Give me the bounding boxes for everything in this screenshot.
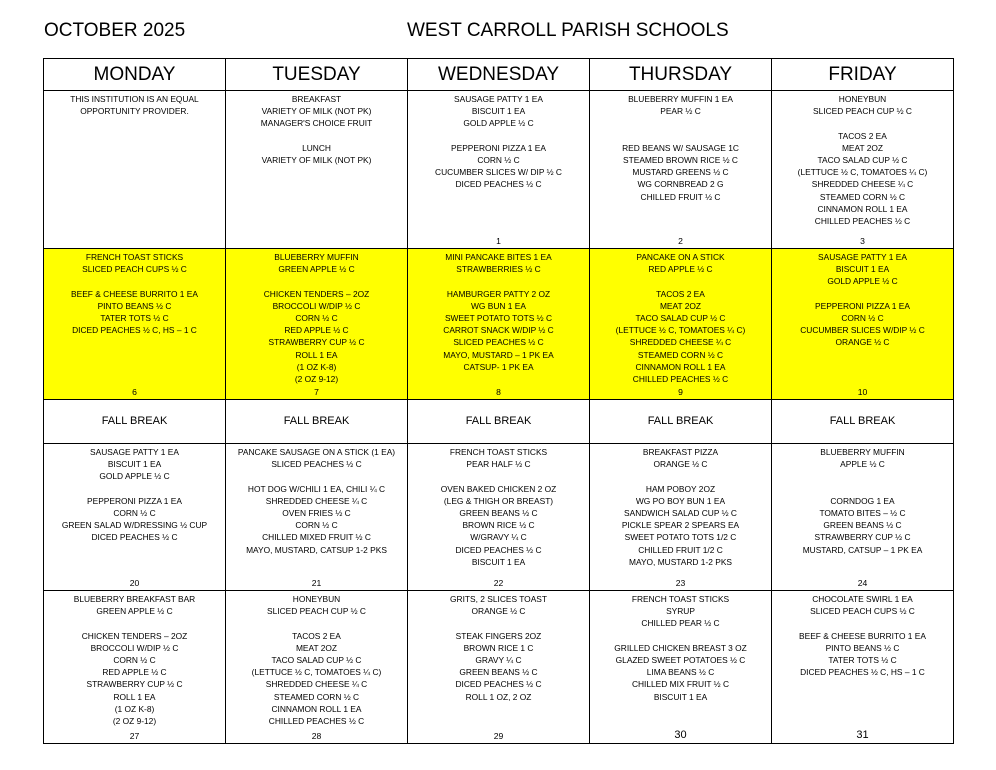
day-cell-tuesday	[226, 249, 408, 400]
menu-item: RED BEANS W/ SAUSAGE 1C	[622, 142, 739, 153]
day-number: 22	[493, 578, 504, 588]
menu-items	[590, 591, 771, 743]
menu-item: BISCUIT 1 EA	[653, 691, 708, 702]
menu-item: GOLD APPLE ½ C	[827, 276, 898, 287]
menu-items	[226, 249, 407, 399]
menu-item: BLUEBERRY BREAKFAST BAR	[73, 594, 196, 604]
menu-item: (LEG & THIGH OR BREAST)	[443, 495, 554, 506]
day-cell-monday	[44, 591, 226, 744]
week-row	[44, 400, 954, 444]
menu-item	[594, 470, 767, 482]
menu-item: DICED PEACHES ½ C	[455, 544, 542, 555]
menu-item	[594, 275, 767, 287]
menu-item: BROWN RICE 1 C	[463, 642, 534, 653]
menu-item: LIMA BEANS ½ C	[646, 667, 715, 678]
fall-break-label: FALL BREAK	[829, 415, 896, 427]
menu-item: MAYO, MUSTARD, CATSUP 1-2 PKS	[246, 544, 387, 555]
weekday-header-monday: MONDAY	[44, 59, 226, 91]
menu-item: SLICED PEACH CUPS ½ C	[810, 606, 915, 617]
menu-item: STRAWBERRY CUP ½ C	[268, 337, 365, 348]
menu-item: MEAT 2OZ	[295, 642, 338, 653]
menu-item: PICKLE SPEAR 2 SPEARS EA	[621, 520, 740, 531]
menu-item: GOLD APPLE ½ C	[463, 118, 534, 129]
menu-item: MEAT 2OZ	[841, 142, 884, 153]
menu-items	[408, 91, 589, 248]
menu-item: CHILLED PEAR ½ C	[641, 618, 720, 629]
weekday-header-wednesday: WEDNESDAY	[408, 59, 590, 91]
menu-item: SLICED PEACHES ½ C	[271, 459, 362, 470]
menu-item: TATER TOTS ½ C	[828, 655, 897, 665]
menu-item: BLUEBERRY MUFFIN	[820, 447, 905, 457]
menu-item: DICED PEACHES ½ C, HS – 1 C	[800, 667, 925, 678]
menu-item: FRENCH TOAST STICKS	[85, 252, 184, 262]
week-row	[44, 444, 954, 591]
menu-item	[594, 117, 767, 129]
menu-item: GRITS, 2 SLICES TOAST	[450, 594, 547, 604]
day-number: 29	[493, 731, 504, 741]
menu-item: ROLL 1 EA	[295, 349, 338, 360]
menu-item: PEPPERONI PIZZA 1 EA	[451, 142, 546, 153]
menu-item	[230, 275, 403, 287]
menu-item: MINI PANCAKE BITES 1 EA	[445, 252, 552, 262]
menu-item: VARIETY OF MILK (NOT PK)	[261, 155, 372, 165]
menu-item: GRAVY ¼ C	[475, 655, 522, 665]
menu-item	[776, 483, 949, 495]
weekday-header-friday: FRIDAY	[772, 59, 954, 91]
menu-items	[590, 444, 771, 590]
weekday-header-row	[44, 59, 954, 91]
menu-item: HAM POBOY 2OZ	[645, 483, 716, 494]
day-cell-friday	[772, 444, 954, 591]
menu-item: GREEN BEANS ½ C	[823, 520, 902, 531]
menu-item	[412, 275, 585, 287]
day-number: 8	[496, 387, 501, 397]
menu-item: SHREDDED CHEESE ¼ C	[265, 679, 368, 690]
day-cell-wednesday	[408, 444, 590, 591]
menu-item: W/GRAVY ¼ C	[470, 532, 527, 543]
menu-item: CORN ½ C	[295, 520, 338, 531]
menu-item: SAUSAGE PATTY 1 EA	[454, 94, 543, 104]
menu-item: APPLE ½ C	[840, 459, 885, 470]
day-cell-friday	[772, 591, 954, 744]
day-number: 6	[132, 387, 137, 397]
menu-item: RED APPLE ½ C	[102, 667, 167, 678]
menu-item: SHREDDED CHEESE ¼ C	[265, 495, 368, 506]
week-row	[44, 249, 954, 400]
menu-item: TATER TOTS ½ C	[100, 313, 169, 323]
menu-item: HAMBURGER PATTY 2 OZ	[446, 288, 551, 299]
day-number: 3	[860, 236, 865, 246]
day-number: 2	[678, 236, 683, 246]
menu-item: GREEN APPLE ½ C	[278, 264, 355, 275]
menu-item: DICED PEACHES ½ C	[91, 532, 178, 543]
menu-item: PEPPERONI PIZZA 1 EA	[815, 300, 910, 311]
menu-item: GREEN SALAD W/DRESSING ½ CUP	[61, 520, 208, 531]
menu-items	[772, 91, 953, 248]
menu-items	[226, 400, 407, 443]
menu-item: CORN ½ C	[295, 313, 338, 323]
menu-item: SLICED PEACH CUP ½ C	[267, 606, 366, 617]
menu-item: CHOCOLATE SWIRL 1 EA	[812, 594, 913, 604]
menu-item: WG PO BOY BUN 1 EA	[635, 495, 726, 506]
menu-item: BEEF & CHEESE BURRITO 1 EA	[71, 288, 198, 299]
menu-item: TACO SALAD CUP ½ C	[271, 655, 362, 665]
menu-item: HONEYBUN	[838, 94, 887, 104]
menu-item: OVEN BAKED CHICKEN 2 OZ	[440, 483, 557, 494]
menu-item: STEAMED CORN ½ C	[637, 349, 724, 360]
menu-item: BISCUIT 1 EA	[471, 106, 526, 117]
menu-item: CARROT SNACK W/DIP ½ C	[443, 325, 554, 336]
menu-item: (2 OZ 9-12)	[112, 716, 157, 727]
menu-item: CORNDOG 1 EA	[830, 495, 895, 506]
menu-item: (1 OZ K-8)	[114, 703, 155, 714]
day-cell-monday	[44, 249, 226, 400]
menu-item: DICED PEACHES ½ C	[455, 679, 542, 690]
menu-items	[590, 91, 771, 248]
menu-item: CHILLED FRUIT 1/2 C	[638, 544, 723, 555]
menu-item: STEAMED BROWN RICE ½ C	[623, 154, 738, 165]
menu-item: CORN ½ C	[113, 508, 156, 518]
menu-item: BREAKFAST	[291, 94, 342, 104]
menu-item: WG CORNBREAD 2 G	[637, 179, 724, 190]
day-cell-wednesday	[408, 400, 590, 444]
menu-item: TACOS 2 EA	[656, 288, 705, 299]
menu-item: CHILLED FRUIT ½ C	[640, 191, 721, 202]
menu-item: CUCUMBER SLICES W/ DIP ½ C	[435, 167, 562, 178]
day-number: 7	[314, 387, 319, 397]
day-cell-thursday	[590, 444, 772, 591]
day-number: 30	[674, 729, 687, 741]
menu-item: GREEN APPLE ½ C	[96, 606, 173, 617]
menu-item: SYRUP	[666, 606, 695, 617]
menu-item	[230, 130, 403, 142]
day-cell-monday	[44, 91, 226, 249]
day-cell-monday	[44, 444, 226, 591]
menu-item: CINNAMON ROLL 1 EA	[635, 361, 726, 372]
menu-item: STEAMED CORN ½ C	[819, 191, 906, 202]
menu-item: CHILLED MIX FRUIT ½ C	[631, 679, 730, 690]
menu-item: CORN ½ C	[477, 155, 520, 165]
menu-item: CHICKEN TENDERS – 2OZ	[81, 630, 188, 641]
day-cell-friday	[772, 400, 954, 444]
menu-item: ROLL 1 OZ, 2 OZ	[465, 691, 532, 702]
menu-item: CATSUP- 1 PK EA	[463, 361, 534, 372]
menu-item: GOLD APPLE ½ C	[99, 471, 170, 482]
day-number: 27	[129, 731, 140, 741]
menu-items	[44, 444, 225, 590]
menu-item: GREEN BEANS ½ C	[459, 667, 538, 678]
menu-item: WG BUN 1 EA	[471, 300, 526, 311]
menu-item: BEEF & CHEESE BURRITO 1 EA	[799, 630, 926, 641]
menu-item: SLICED PEACHES ½ C	[453, 337, 544, 348]
day-number: 23	[675, 578, 686, 588]
menu-item: STEAMED CORN ½ C	[273, 691, 360, 702]
menu-item: PEAR ½ C	[660, 106, 701, 117]
menu-item: CHILLED PEACHES ½ C	[268, 716, 365, 727]
day-number: 9	[678, 387, 683, 397]
menu-item: GLAZED SWEET POTATOES ½ C	[615, 655, 746, 665]
menu-item: TACOS 2 EA	[292, 630, 341, 641]
menu-item: GREEN BEANS ½ C	[459, 508, 538, 518]
menu-item: SWEET POTATO TOTS 1/2 C	[624, 532, 737, 543]
menu-item: ORANGE ½ C	[471, 606, 526, 617]
menu-item: TACO SALAD CUP ½ C	[817, 155, 908, 165]
menu-item	[230, 470, 403, 482]
menu-items	[408, 591, 589, 743]
day-cell-wednesday	[408, 91, 590, 249]
day-cell-thursday	[590, 249, 772, 400]
day-number: 28	[311, 731, 322, 741]
day-number: 21	[311, 578, 322, 588]
menu-item	[48, 275, 221, 287]
menu-item: BISCUIT 1 EA	[107, 459, 162, 470]
menu-item: BLUEBERRY MUFFIN 1 EA	[628, 94, 733, 104]
menu-items	[590, 249, 771, 399]
menu-item: BROWN RICE ½ C	[462, 520, 535, 531]
menu-items	[44, 591, 225, 743]
menu-item	[48, 617, 221, 629]
day-number: 31	[856, 729, 869, 741]
menu-item: LUNCH	[302, 142, 331, 153]
menu-item	[594, 630, 767, 642]
menu-item: PANCAKE SAUSAGE ON A STICK (1 EA)	[237, 447, 396, 457]
district-title: WEST CARROLL PARISH SCHOOLS	[407, 20, 729, 41]
fall-break-label: FALL BREAK	[465, 415, 532, 427]
fall-break-label: FALL BREAK	[283, 415, 350, 427]
menu-item	[776, 470, 949, 482]
menu-item: MAYO, MUSTARD 1-2 PKS	[629, 556, 732, 567]
menu-item: (LETTUCE ½ C, TOMATOES ¼ C)	[251, 667, 382, 678]
day-cell-tuesday	[226, 400, 408, 444]
menu-item: (1 OZ K-8)	[296, 361, 337, 372]
menu-item: CINNAMON ROLL 1 EA	[271, 703, 362, 714]
menu-item: MUSTARD GREENS ½ C	[632, 167, 729, 178]
menu-item: OVEN FRIES ½ C	[282, 508, 351, 518]
menu-items	[408, 444, 589, 590]
menu-item: STEAK FINGERS 2OZ	[455, 630, 542, 641]
menu-item: TOMATO BITES – ½ C	[819, 507, 906, 518]
menu-item: CORN ½ C	[841, 313, 884, 323]
menu-items	[772, 591, 953, 743]
menu-item: ORANGE ½ C	[653, 459, 708, 470]
menu-items	[44, 91, 225, 248]
menu-item	[594, 130, 767, 142]
menu-item: PEAR HALF ½ C	[466, 459, 531, 470]
menu-item: SWEET POTATO TOTS ½ C	[444, 313, 553, 323]
menu-item: SLICED PEACH CUP ½ C	[813, 106, 912, 117]
menu-item: BREAKFAST PIZZA	[642, 447, 719, 457]
menu-item: (LETTUCE ½ C, TOMATOES ¼ C)	[615, 325, 746, 336]
menu-item: CHILLED PEACHES ½ C	[632, 374, 729, 385]
menu-item: FRENCH TOAST STICKS	[631, 594, 730, 604]
menu-item: CINNAMON ROLL 1 EA	[817, 203, 908, 214]
menu-item	[776, 288, 949, 300]
day-number: 10	[857, 387, 868, 397]
week-row	[44, 591, 954, 744]
menu-item: BROCCOLI W/DIP ½ C	[272, 300, 361, 311]
fall-break-label: FALL BREAK	[101, 415, 168, 427]
menu-item: HONEYBUN	[292, 594, 341, 604]
day-cell-thursday	[590, 400, 772, 444]
day-cell-tuesday	[226, 444, 408, 591]
menu-item	[776, 117, 949, 129]
menu-item: GRILLED CHICKEN BREAST 3 OZ	[614, 642, 747, 653]
menu-item: BLUEBERRY MUFFIN	[274, 252, 359, 262]
menu-items	[44, 400, 225, 443]
menu-items	[226, 91, 407, 248]
menu-item: SHREDDED CHEESE ¼ C	[811, 179, 914, 190]
day-cell-tuesday	[226, 591, 408, 744]
weekday-header-thursday: THURSDAY	[590, 59, 772, 91]
menu-item: MUSTARD, CATSUP – 1 PK EA	[802, 544, 923, 555]
menu-item: TACOS 2 EA	[838, 130, 887, 141]
menu-item: CHILLED MIXED FRUIT ½ C	[262, 532, 371, 543]
day-cell-friday	[772, 249, 954, 400]
menu-items	[408, 400, 589, 443]
menu-calendar	[43, 58, 954, 744]
menu-item: HOT DOG W/CHILI 1 EA, CHILI ¼ C	[247, 483, 386, 494]
day-number: 20	[129, 578, 140, 588]
menu-item: PEPPERONI PIZZA 1 EA	[87, 495, 182, 506]
menu-item: ROLL 1 EA	[113, 691, 156, 702]
menu-item: DICED PEACHES ½ C	[455, 179, 542, 190]
menu-item: MEAT 2OZ	[659, 300, 702, 311]
menu-item: PINTO BEANS ½ C	[825, 642, 900, 653]
menu-item: BISCUIT 1 EA	[471, 556, 526, 567]
menu-item: MANAGER'S CHOICE FRUIT	[260, 118, 373, 129]
month-title: OCTOBER 2025	[44, 20, 186, 41]
day-number: 24	[857, 578, 868, 588]
menu-items	[408, 249, 589, 399]
menu-item: PINTO BEANS ½ C	[97, 300, 172, 311]
menu-item: TACO SALAD CUP ½ C	[635, 313, 726, 323]
menu-item: OPPORTUNITY PROVIDER.	[80, 106, 189, 117]
menu-item: VARIETY OF MILK (NOT PK)	[261, 106, 372, 117]
day-cell-wednesday	[408, 591, 590, 744]
menu-item: FRENCH TOAST STICKS	[449, 447, 548, 457]
menu-item	[412, 617, 585, 629]
menu-item: PANCAKE ON A STICK	[636, 252, 725, 262]
week-row	[44, 91, 954, 249]
menu-item	[412, 470, 585, 482]
menu-item: SLICED PEACH CUPS ½ C	[82, 264, 187, 275]
menu-items	[772, 249, 953, 399]
day-cell-thursday	[590, 91, 772, 249]
menu-item: RED APPLE ½ C	[648, 264, 713, 275]
day-cell-friday	[772, 91, 954, 249]
menu-item	[48, 483, 221, 495]
menu-items	[44, 249, 225, 399]
menu-items	[772, 444, 953, 590]
menu-item: (LETTUCE ½ C, TOMATOES ¼ C)	[797, 167, 928, 178]
menu-item: CHILLED PEACHES ½ C	[814, 216, 911, 227]
menu-item: THIS INSTITUTION IS AN EQUAL	[70, 94, 199, 104]
menu-item: STRAWBERRY CUP ½ C	[814, 532, 911, 543]
menu-item	[412, 130, 585, 142]
menu-items	[590, 400, 771, 443]
menu-item: STRAWBERRIES ½ C	[456, 264, 541, 275]
day-cell-wednesday	[408, 249, 590, 400]
menu-item: SAUSAGE PATTY 1 EA	[818, 252, 907, 262]
menu-item	[776, 617, 949, 629]
menu-item: STRAWBERRY CUP ½ C	[86, 679, 183, 690]
menu-item: CORN ½ C	[113, 655, 156, 665]
menu-items	[226, 444, 407, 590]
menu-item: CUCUMBER SLICES W/DIP ½ C	[800, 325, 925, 336]
weekday-header-tuesday: TUESDAY	[226, 59, 408, 91]
menu-item: RED APPLE ½ C	[284, 325, 349, 336]
menu-item: SHREDDED CHEESE ¼ C	[629, 337, 732, 348]
menu-item: SAUSAGE PATTY 1 EA	[90, 447, 179, 457]
menu-item: MAYO, MUSTARD – 1 PK EA	[443, 349, 554, 360]
menu-items	[226, 591, 407, 743]
menu-items	[772, 400, 953, 443]
day-cell-thursday	[590, 591, 772, 744]
menu-item: BISCUIT 1 EA	[835, 264, 890, 275]
day-cell-tuesday	[226, 91, 408, 249]
day-number: 1	[496, 236, 501, 246]
menu-item: SANDWICH SALAD CUP ½ C	[624, 508, 737, 518]
fall-break-label: FALL BREAK	[647, 415, 714, 427]
menu-item: DICED PEACHES ½ C, HS – 1 C	[72, 325, 197, 336]
menu-item: CHICKEN TENDERS – 2OZ	[263, 288, 370, 299]
menu-item: BROCCOLI W/DIP ½ C	[90, 642, 179, 653]
menu-item: (2 OZ 9-12)	[294, 374, 339, 385]
day-cell-monday	[44, 400, 226, 444]
menu-item	[230, 617, 403, 629]
menu-item: ORANGE ½ C	[835, 337, 890, 348]
